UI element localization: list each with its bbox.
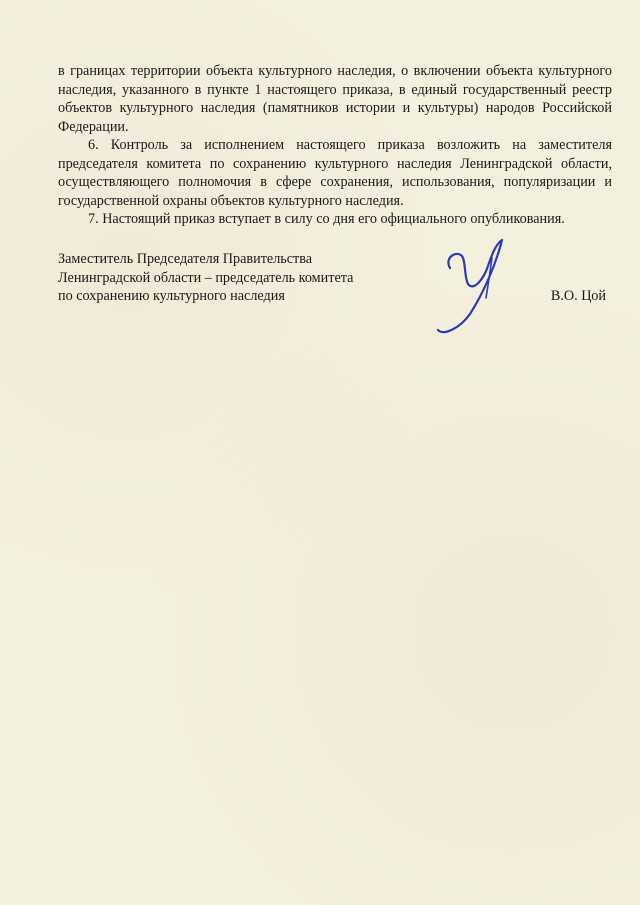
signatory-name: В.О. Цой bbox=[550, 288, 606, 304]
signatory-title-line-1: Заместитель Председателя Правительства bbox=[58, 251, 313, 267]
paragraph-item-6: 6. Контроль за исполнением настоящего приказа возложить на заместителя председателя комитета по сохранению культурного наследия Ленинградской области, осуществляющего полномочия в сфере сохранения, использования, популяризации и государственной охраны объектов культурного наследия. bbox=[58, 137, 612, 209]
signature-block bbox=[58, 250, 612, 330]
signatory-title bbox=[58, 250, 612, 306]
document-body bbox=[58, 62, 612, 229]
handwritten-signature bbox=[430, 232, 520, 342]
signatory-title-line-3: по сохранению культурного наследия bbox=[58, 288, 285, 304]
paragraph-item-7: 7. Настоящий приказ вступает в силу со дня его официального опубликования. bbox=[88, 211, 565, 227]
paragraph-continuation: в границах территории объекта культурного наследия, о включении объекта культурного наследия, указанного в пункте 1 настоящего приказа, в единый государственный реестр объектов культурного наследия (памятников истории и культуры) народов Российской Федерации. bbox=[58, 63, 612, 135]
signatory-title-line-2: Ленинградской области – председатель комитета bbox=[58, 269, 354, 286]
